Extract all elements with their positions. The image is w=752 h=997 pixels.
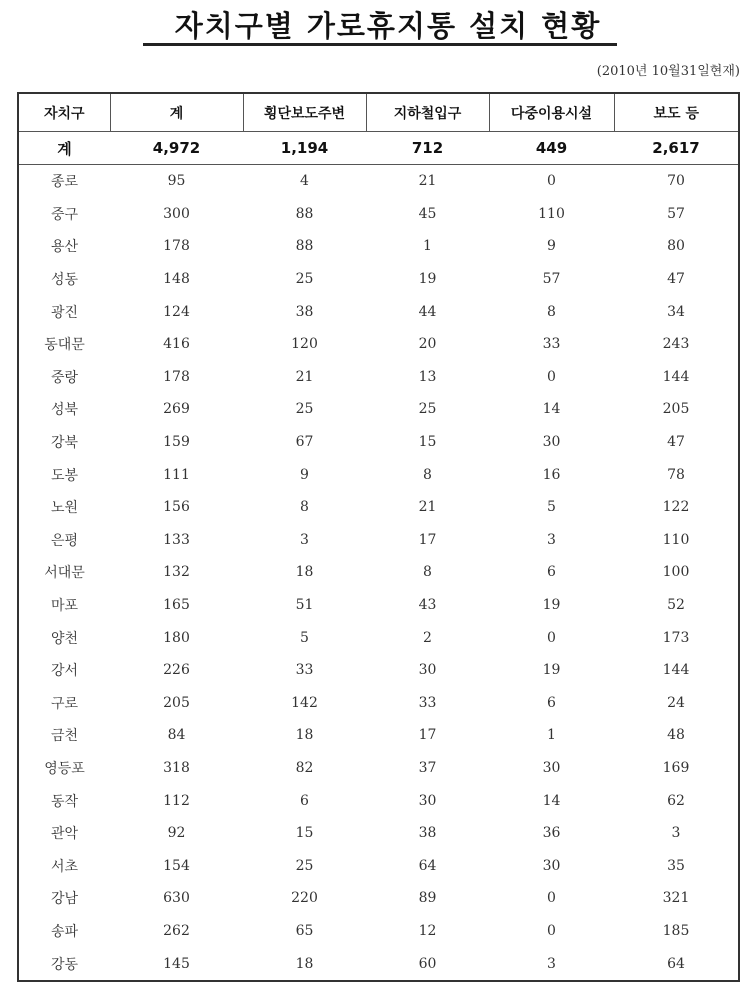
table-cell: 156 (163, 499, 190, 516)
district-name-cell: 영등포 (44, 760, 85, 777)
district-name-cell: 중랑 (50, 369, 79, 386)
column-header: 지하철입구 (366, 93, 489, 132)
district-name-cell: 종로 (50, 174, 79, 191)
table-cell: 19 (542, 662, 561, 679)
table-cell: 120 (291, 336, 318, 353)
table-cell: 185 (662, 922, 690, 939)
table-cell: 19 (418, 271, 437, 288)
table-cell: 92 (167, 825, 186, 842)
table-cell: 78 (667, 466, 685, 483)
table-cell: 205 (662, 401, 690, 418)
table-cell: 36 (542, 825, 561, 842)
table-cell: 4,972 (110, 132, 243, 165)
table-cell: 8 (300, 499, 309, 516)
table-cell: 43 (418, 597, 437, 614)
table-cell: 6 (300, 792, 309, 809)
table-cell: 3 (671, 825, 681, 842)
table-cell: 14 (542, 792, 561, 809)
table-cell: 14 (542, 401, 561, 418)
table-cell: 132 (163, 564, 190, 581)
table-cell: 30 (542, 434, 561, 451)
table-cell: 95 (167, 173, 186, 190)
table-cell: 712 (366, 132, 489, 165)
table-cell: 220 (291, 890, 318, 907)
table-cell: 33 (542, 336, 561, 353)
table-cell: 30 (542, 857, 561, 874)
table-cell: 262 (163, 922, 190, 939)
table-cell: 180 (163, 629, 190, 646)
table-cell: 165 (163, 597, 190, 614)
table-cell: 25 (295, 271, 314, 288)
district-name-cell: 노원 (50, 500, 79, 517)
district-name-cell: 강남 (50, 891, 79, 908)
table-cell: 144 (662, 368, 690, 385)
table-cell: 112 (163, 792, 190, 809)
district-name-cell: 성동 (50, 272, 79, 289)
table-cell: 57 (667, 205, 685, 222)
table-cell: 1 (547, 727, 556, 744)
table-cell: 0 (547, 890, 556, 907)
table-cell: 300 (163, 205, 190, 222)
table-cell: 9 (547, 238, 556, 255)
table-cell: 100 (662, 564, 690, 581)
table-cell: 37 (418, 759, 437, 776)
table-cell: 318 (163, 759, 190, 776)
table-cell: 9 (300, 466, 309, 483)
table-cell: 34 (667, 303, 685, 320)
table-cell: 21 (295, 368, 314, 385)
table-row (18, 524, 739, 557)
table-cell: 226 (163, 662, 190, 679)
table-row (18, 621, 739, 654)
table-row (18, 817, 739, 850)
table-row (18, 947, 739, 981)
table-cell: 44 (418, 303, 437, 320)
date-note: (2010년 10월31일현재) (596, 64, 740, 79)
page-title: 자치구별 가로휴지통 설치 현황 (174, 9, 602, 43)
table-cell: 21 (418, 173, 437, 190)
table-cell: 169 (662, 759, 690, 776)
district-name-cell: 강서 (50, 663, 79, 680)
table-cell: 88 (295, 238, 314, 255)
table-cell: 15 (295, 825, 314, 842)
table-cell: 173 (662, 629, 690, 646)
table-row (18, 654, 739, 687)
table-cell: 33 (295, 662, 314, 679)
table-cell: 24 (667, 694, 685, 711)
table-cell: 178 (163, 238, 190, 255)
table-cell: 269 (163, 401, 190, 418)
district-name-cell: 은평 (50, 532, 79, 549)
table-cell: 18 (295, 955, 314, 972)
table-row (18, 328, 739, 361)
column-header: 횡단보도주변 (243, 93, 366, 132)
table-cell: 1,194 (243, 132, 366, 165)
table-row (18, 719, 739, 752)
table-cell: 19 (542, 597, 561, 614)
table-row (18, 556, 739, 589)
district-name-cell: 양천 (50, 630, 79, 647)
table-cell: 144 (662, 662, 690, 679)
total-row (18, 132, 739, 165)
table-cell: 416 (163, 336, 190, 353)
district-name-cell: 금천 (50, 728, 79, 745)
table-cell: 8 (423, 466, 432, 483)
table-cell: 8 (423, 564, 432, 581)
table-cell: 5 (547, 499, 556, 516)
table-row (18, 491, 739, 524)
table-cell: 64 (418, 857, 437, 874)
district-name-cell: 송파 (50, 923, 79, 940)
table-cell: 6 (547, 694, 556, 711)
district-name-cell: 동대문 (44, 337, 85, 354)
table-cell: 33 (418, 694, 437, 711)
district-name-cell: 강동 (50, 956, 79, 973)
table-cell: 25 (418, 401, 437, 418)
table-cell: 148 (163, 271, 190, 288)
table-cell: 62 (667, 792, 685, 809)
table-cell: 321 (662, 890, 690, 907)
table-cell: 3 (300, 531, 309, 548)
district-trashcan-table (17, 92, 740, 982)
table-cell: 0 (547, 629, 556, 646)
district-name-cell: 성북 (50, 402, 79, 419)
table-cell: 25 (295, 401, 314, 418)
table-cell: 52 (667, 597, 685, 614)
table-cell: 47 (667, 271, 685, 288)
table-cell: 64 (667, 955, 685, 972)
district-name-cell: 광진 (50, 304, 79, 321)
table-cell: 8 (547, 303, 556, 320)
district-name-cell: 도봉 (50, 467, 79, 484)
column-header: 자치구 (18, 93, 110, 132)
table-cell: 38 (295, 303, 314, 320)
district-name-cell: 중구 (50, 206, 79, 223)
table-cell: 124 (163, 303, 190, 320)
table-cell: 110 (662, 531, 690, 548)
table-row (18, 263, 739, 296)
table-cell: 47 (667, 434, 685, 451)
table-row (18, 393, 739, 426)
table-cell: 1 (423, 238, 432, 255)
table-cell: 30 (542, 759, 561, 776)
table-cell: 17 (418, 531, 437, 548)
table-cell: 80 (667, 238, 685, 255)
table-row (18, 752, 739, 785)
table-row (18, 426, 739, 459)
title-underline (143, 43, 617, 46)
table-cell: 122 (662, 499, 690, 516)
table-cell: 89 (418, 890, 437, 907)
table-cell: 178 (163, 368, 190, 385)
table-cell: 67 (295, 434, 314, 451)
table-cell: 154 (163, 857, 190, 874)
district-name-cell: 구로 (50, 695, 79, 712)
table-cell: 88 (295, 205, 314, 222)
header-row (18, 93, 739, 132)
table-cell: 4 (300, 173, 309, 190)
table-cell: 12 (418, 922, 437, 939)
table-row (18, 589, 739, 622)
table-cell: 38 (418, 825, 437, 842)
table-row (18, 458, 739, 491)
table-row (18, 849, 739, 882)
table-cell: 5 (300, 629, 309, 646)
table-cell: 15 (418, 434, 437, 451)
table-cell: 30 (418, 662, 437, 679)
column-header: 보도 등 (614, 93, 739, 132)
table-cell: 45 (418, 205, 437, 222)
table-cell: 51 (295, 597, 314, 614)
table-row (18, 165, 739, 198)
table-cell: 0 (547, 922, 556, 939)
table-row (18, 915, 739, 948)
table-row (18, 361, 739, 394)
table-cell: 0 (547, 368, 556, 385)
table-cell: 2 (423, 629, 432, 646)
district-name-cell: 동작 (50, 793, 79, 810)
district-name-cell: 서대문 (44, 565, 85, 582)
table-cell: 111 (163, 466, 190, 483)
table-cell: 18 (295, 727, 314, 744)
table-row (18, 882, 739, 915)
district-name-cell: 용산 (50, 239, 79, 256)
table-row (18, 784, 739, 817)
table-cell: 110 (538, 205, 565, 222)
table-row (18, 230, 739, 263)
table-cell: 449 (489, 132, 614, 165)
table-cell: 70 (667, 173, 685, 190)
table-row (18, 295, 739, 328)
table-cell: 60 (418, 955, 437, 972)
table-cell: 65 (295, 922, 314, 939)
table-cell: 84 (167, 727, 186, 744)
table-cell: 159 (163, 434, 190, 451)
table-cell: 17 (418, 727, 437, 744)
table-cell: 145 (163, 955, 190, 972)
district-name-cell: 강북 (50, 435, 79, 452)
table-cell: 133 (163, 531, 190, 548)
table-cell: 18 (295, 564, 314, 581)
table-cell: 3 (547, 531, 556, 548)
table-cell: 630 (163, 890, 190, 907)
column-header: 다중이용시설 (489, 93, 614, 132)
district-name-cell: 관악 (50, 826, 79, 843)
district-name-cell: 마포 (50, 598, 79, 615)
table-row (18, 687, 739, 720)
table-cell: 13 (418, 368, 437, 385)
table-row (18, 198, 739, 231)
table-cell: 20 (418, 336, 437, 353)
column-header: 계 (110, 93, 243, 132)
district-name-cell: 서초 (50, 858, 79, 875)
table-cell: 계 (18, 132, 110, 165)
table-cell: 2,617 (614, 132, 739, 165)
table-cell: 82 (295, 759, 314, 776)
table-cell: 142 (291, 694, 318, 711)
table-cell: 57 (542, 271, 561, 288)
table-cell: 16 (542, 466, 561, 483)
table-cell: 30 (418, 792, 437, 809)
table-cell: 48 (667, 727, 685, 744)
table-cell: 21 (418, 499, 437, 516)
table-cell: 3 (547, 955, 556, 972)
table-cell: 6 (547, 564, 556, 581)
table-cell: 35 (667, 857, 685, 874)
table-cell: 205 (163, 694, 190, 711)
table-cell: 0 (547, 173, 556, 190)
table-cell: 243 (662, 336, 690, 353)
table-cell: 25 (295, 857, 314, 874)
